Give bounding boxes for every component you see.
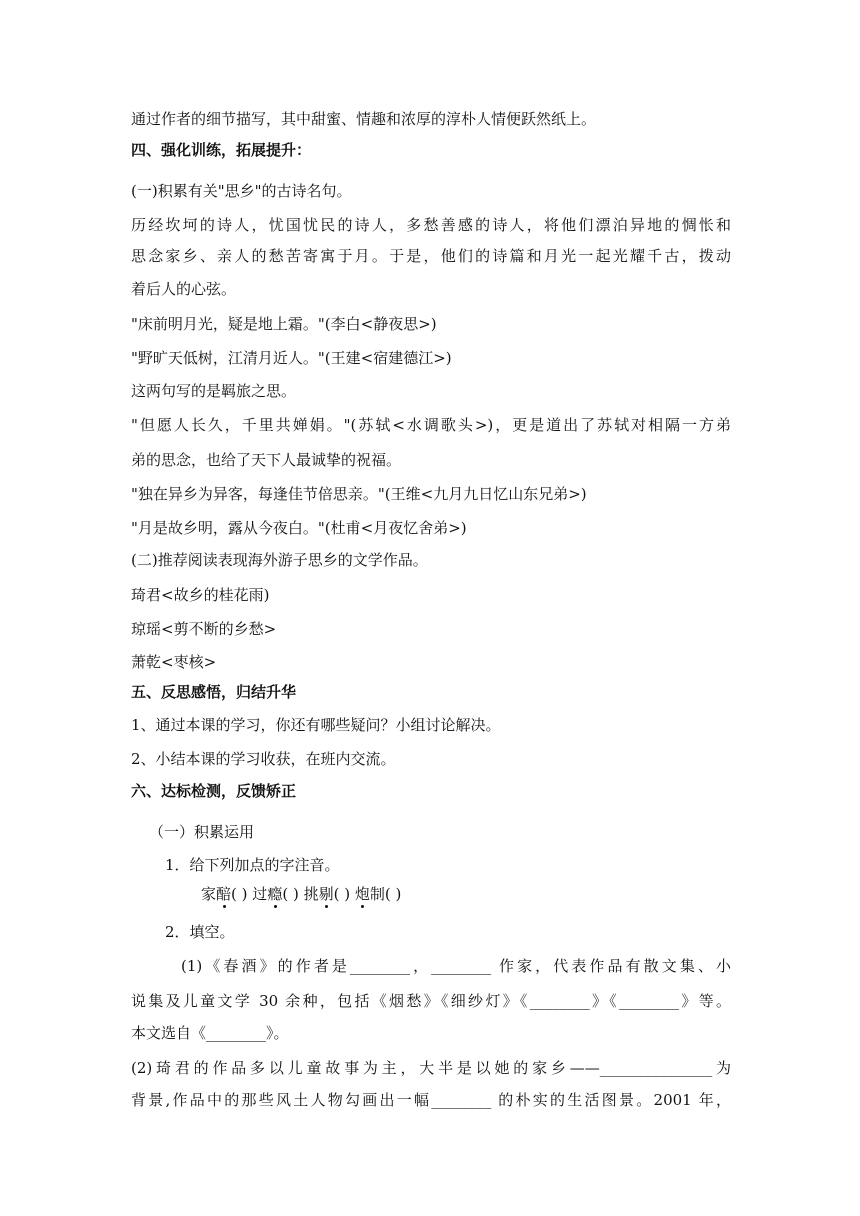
word-text: 过 [252,885,268,903]
poem-line: "月是故乡明，露从今夜白。"(杜甫<月夜忆舍弟>) [131,519,467,537]
list-item: 1、通过本课的学习，你还有哪些疑问？小组讨论解决。 [131,716,501,734]
word-text: 家 [201,885,217,903]
dotted-char: 炮 [354,885,370,903]
paragraph-line: 思念家乡、亲人的愁苦寄寓于月。于是，他们的诗篇和月光一起光耀千古，拨动 [131,247,731,265]
section-heading-6: 六、达标检测，反馈矫正 [131,782,297,800]
question-item: 2．填空。 [165,923,235,941]
book-entry: 琼瑶<剪不断的乡愁> [131,620,277,638]
book-entry: 萧乾<枣核> [131,653,217,671]
section-heading-4: 四、强化训练，拓展提升： [131,141,312,159]
dotted-char: 剔 [318,885,334,903]
poem-line: "野旷天低树，江清月近人。"(王建<宿建德江>) [131,349,452,367]
section-heading-5: 五、反思感悟，归结升华 [131,683,297,701]
book-entry: 琦君<故乡的桂花雨) [131,586,270,604]
poem-line: "床前明月光，疑是地上霜。"(李白<静夜思>) [131,315,437,333]
paragraph-line: 着后人的心弦。 [131,280,237,298]
paragraph-line: 弟的思念，也给了天下人最诚挚的祝福。 [131,451,402,469]
subsection-heading: (一)积累有关"思乡"的古诗名句。 [131,182,352,200]
answer-blank: 制( ) [369,885,402,903]
paragraph-line: 通过作者的细节描写，其中甜蜜、情趣和浓厚的淳朴人情便跃然纸上。 [131,110,597,128]
paragraph-line: 这两句写的是羁旅之思。 [131,382,297,400]
list-item: 2、小结本课的学习收获，在班内交流。 [131,750,396,768]
answer-blank: ( ) [282,885,299,903]
fill-in-line: (1)《春酒》的作者是________，________ 作家，代表作品有散文集、小 [181,957,731,975]
subsection-heading: （一）积累运用 [149,823,255,841]
poem-line: "独在异乡为异客，每逢佳节倍思亲。"(王维<九月九日忆山东兄弟>) [131,485,587,503]
paragraph-line: "但愿人长久，千里共婵娟。"(苏轼<水调歌头>)，更是道出了苏轼对相隔一方弟 [131,416,731,434]
pinyin-row [201,884,801,904]
answer-blank: ( ) [231,885,248,903]
fill-in-line: 说集及儿童文学 30 余种，包括《烟愁》《细纱灯》《________》《________》等。 [131,992,731,1010]
subsection-heading: (二)推荐阅读表现海外游子思乡的文学作品。 [131,551,428,569]
paragraph-line: 历经坎坷的诗人，忧国忧民的诗人，多愁善感的诗人，将他们漂泊异地的惆怅和 [131,216,731,234]
answer-blank: ( ) [333,885,351,903]
question-item: 1．给下列加点的字注音。 [165,856,340,874]
dotted-char: 醅 [216,885,232,903]
dotted-char: 瘾 [267,885,283,903]
fill-in-line: 背景,作品中的那些风土人物勾画出一幅________ 的朴实的生活图景。2001 年， [131,1091,731,1109]
fill-in-line: 本文选自《________》。 [131,1024,289,1042]
word-text: 挑 [303,885,319,903]
fill-in-line: (2)琦君的作品多以儿童故事为主，大半是以她的家乡——_______________为 [131,1059,731,1077]
